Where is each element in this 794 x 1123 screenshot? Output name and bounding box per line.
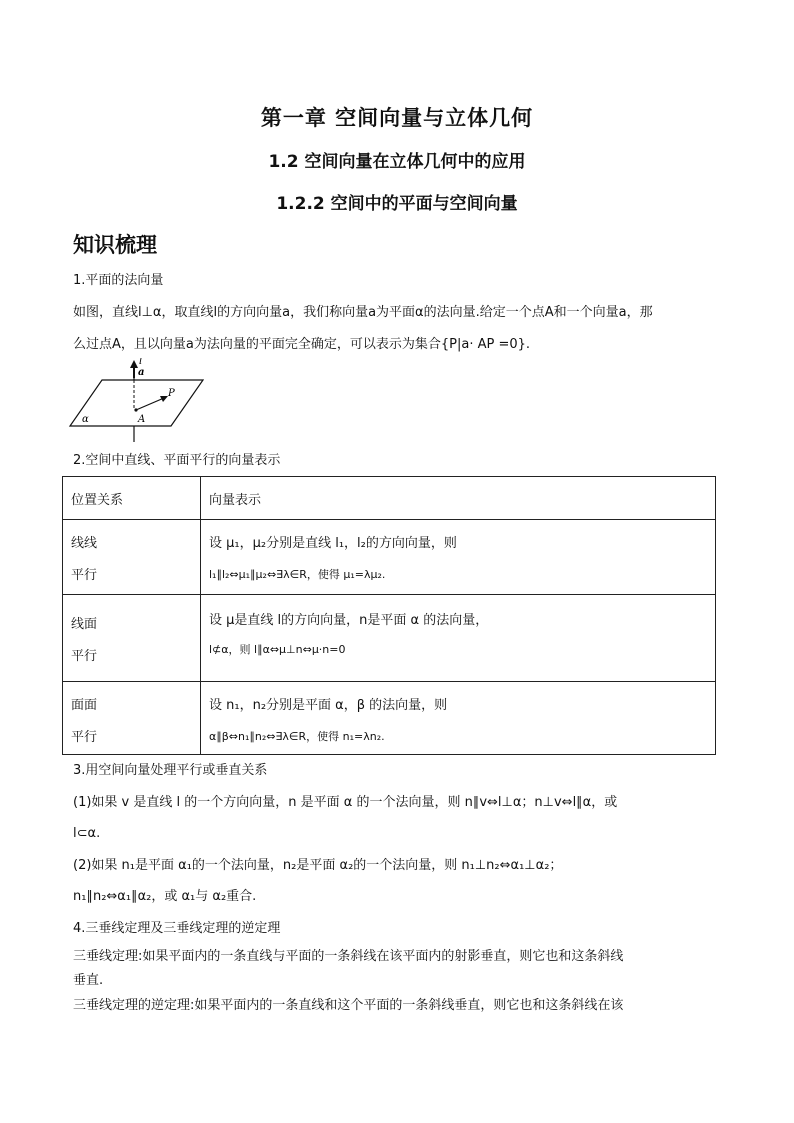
- label-l: l: [139, 358, 143, 367]
- knowledge-heading: 知识梳理: [73, 233, 157, 257]
- chapter-title: 第一章 空间向量与立体几何: [260, 106, 534, 130]
- normal-vector-text-2: 么过点A，且以向量a为法向量的平面完全确定，可以表示为集合{P|a· AP =0}.: [73, 337, 531, 352]
- relation-line1: 面面: [71, 698, 98, 713]
- section-title: 1.2 空间向量在立体几何中的应用: [268, 152, 526, 172]
- three-perpendiculars-converse: 三垂线定理的逆定理:如果平面内的一条直线和这个平面的一条斜线垂直，则它也和这条斜线在该: [73, 998, 624, 1013]
- relation-line2: 平行: [71, 649, 98, 664]
- parallel-table: [62, 476, 716, 755]
- three-perpendiculars-theorem-2: 垂直.: [73, 973, 104, 988]
- label-a: a: [138, 367, 145, 378]
- label-point-p: P: [168, 388, 175, 399]
- parallel-title: 2.空间中直线、平面平行的向量表示: [73, 453, 281, 468]
- subsection-title: 1.2.2 空间中的平面与空间向量: [276, 194, 518, 214]
- representation-line1: 设 μ是直线 l的方向向量，n是平面 α 的法向量，: [209, 613, 489, 628]
- vector-method-title: 3.用空间向量处理平行或垂直关系: [73, 763, 268, 778]
- vector-method-item1-line1: (1)如果 v 是直线 l 的一个方向向量，n 是平面 α 的一个法向量，则 n∥v⇔l⊥α；n⊥v⇔l∥α，或: [73, 795, 618, 810]
- representation-line1: 设 n₁，n₂分别是平面 α，β 的法向量，则: [209, 698, 448, 713]
- representation-line1: 设 μ₁，μ₂分别是直线 l₁，l₂的方向向量，则: [209, 536, 457, 551]
- relation-line2: 平行: [71, 568, 98, 583]
- normal-vector-text-1: 如图，直线l⊥α，取直线l的方向向量a，我们称向量a为平面α的法向量.给定一个点A和一个向量a，那: [73, 305, 653, 320]
- relation-line1: 线线: [71, 536, 98, 551]
- table-row: [63, 682, 716, 755]
- relation-line1: 线面: [71, 617, 98, 632]
- label-alpha: α: [82, 414, 89, 425]
- normal-vector-title: 1.平面的法向量: [73, 273, 164, 288]
- representation-line2: l₁∥l₂⇔μ₁∥μ₂⇔∃λ∈R，使得 μ₁=λμ₂.: [209, 568, 386, 581]
- table-header-row: [63, 477, 716, 520]
- label-point-a: A: [138, 414, 146, 425]
- vector-method-item2-line2: n₁∥n₂⇔α₁∥α₂，或 α₁与 α₂重合.: [73, 889, 257, 904]
- table-row: [63, 595, 716, 682]
- header-relation: 位置关系: [71, 493, 124, 508]
- vector-method-item1-line2: l⊂α.: [73, 826, 101, 841]
- relation-line2: 平行: [71, 730, 98, 745]
- plane-shape: [70, 380, 203, 426]
- vector-a-head: [130, 360, 138, 368]
- vector-ap-shaft: [136, 398, 164, 410]
- representation-line2: α∥β⇔n₁∥n₂⇔∃λ∈R，使得 n₁=λn₂.: [209, 730, 385, 743]
- table-row: [63, 520, 716, 595]
- header-representation: 向量表示: [209, 493, 262, 508]
- normal-vector-figure: [68, 358, 204, 444]
- three-perpendiculars-theorem-1: 三垂线定理:如果平面内的一条直线与平面的一条斜线在该平面内的射影垂直，则它也和这条斜线: [73, 949, 624, 964]
- three-perpendiculars-title: 4.三垂线定理及三垂线定理的逆定理: [73, 921, 281, 936]
- vector-method-item2-line1: (2)如果 n₁是平面 α₁的一个法向量，n₂是平面 α₂的一个法向量，则 n₁⊥n₂⇔α₁⊥α₂；: [73, 858, 563, 873]
- representation-line2: l⊄α，则 l∥α⇔μ⊥n⇔μ·n=0: [209, 643, 346, 656]
